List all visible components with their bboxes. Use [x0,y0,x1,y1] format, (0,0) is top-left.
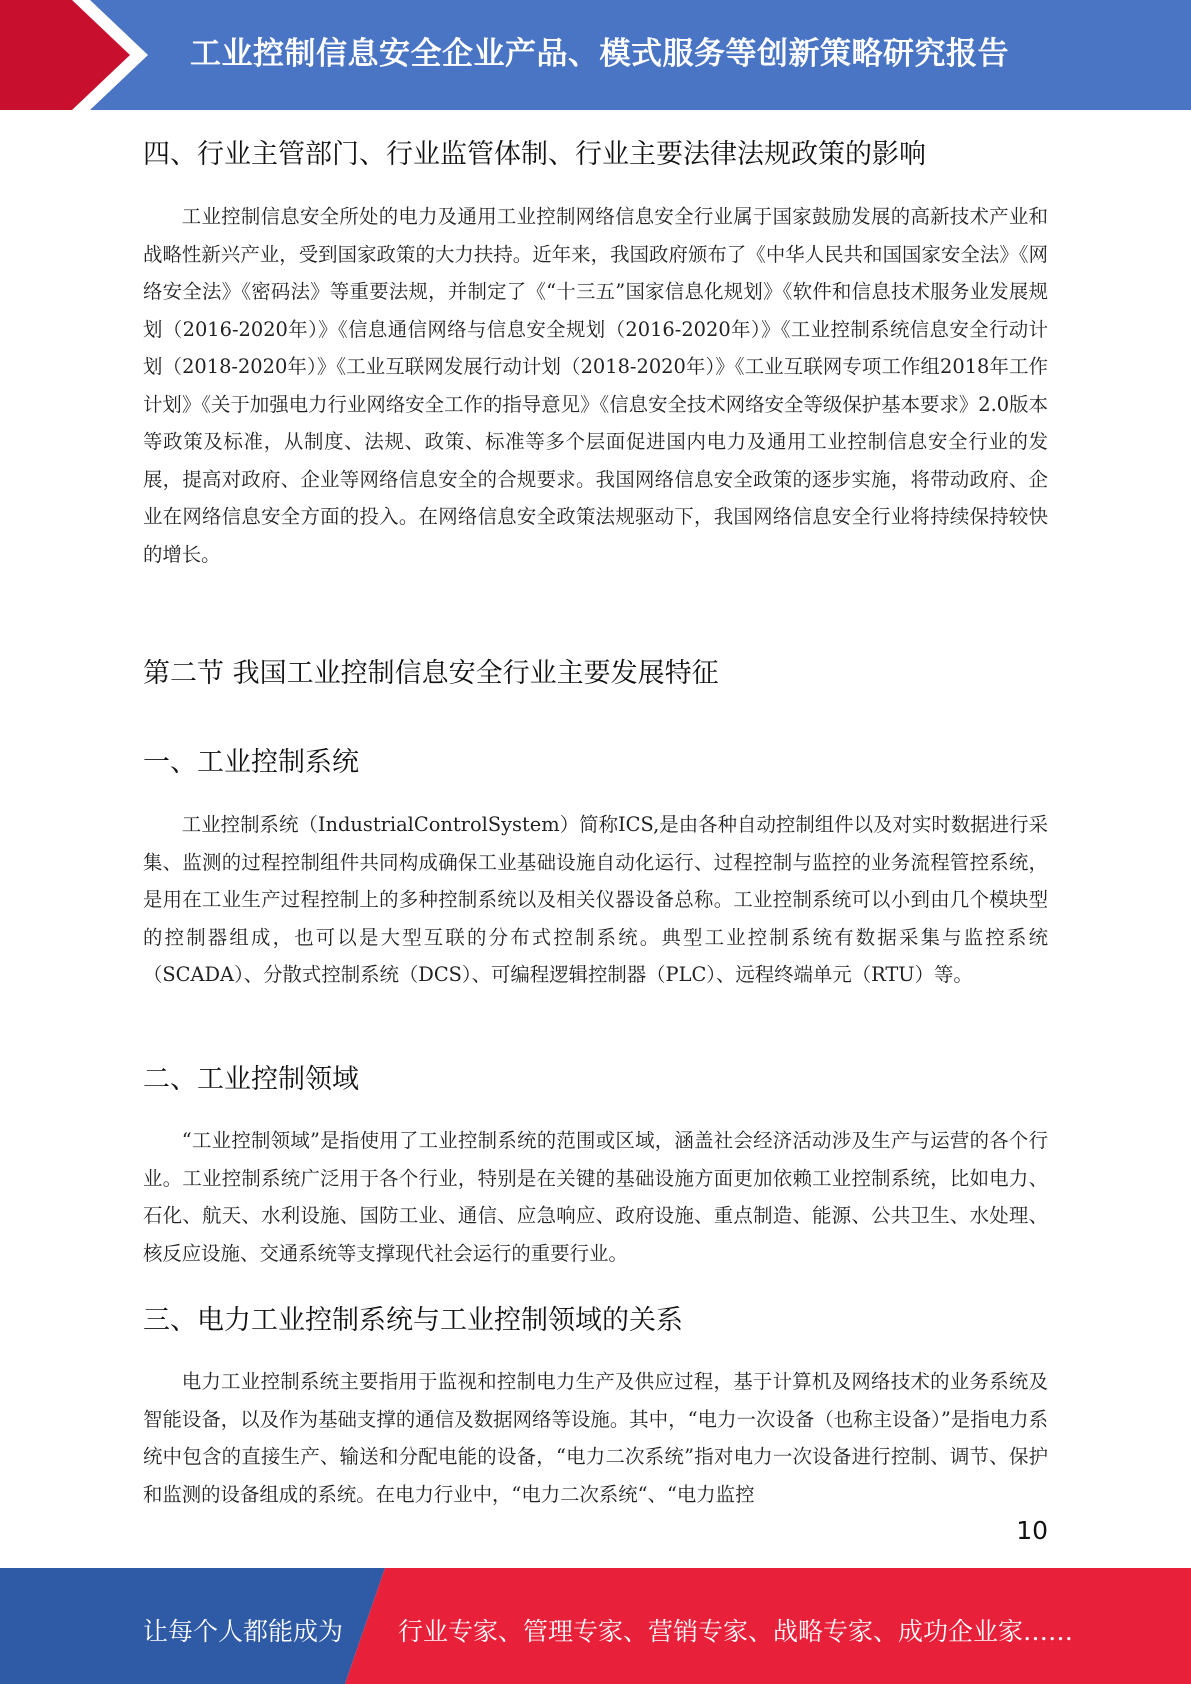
section-heading-ics: 一、工业控制系统 [143,747,359,778]
paragraph-regulation: 工业控制信息安全所处的电力及通用工业控制网络信息安全行业属于国家鼓励发展的高新技术产业和战略性新兴产业，受到国家政策的大力扶持。近年来，我国政府颁布了《中华人民共和国国家安全法》《网络安全法》《密码法》等重要法规，并制定了《“十三五”国家信息化规划》《软件和信息技术服务业发展规划（2016-2020年）》《信息通信网络与信息安全规划（2016-2020年）》《工业控制系统信息安全行动计划（2018-2020年）》《工业互联网发展行动计划（2018-2020年）》《工业互联网专项工作组2018年工作计划》《关于加强电力行业网络安全工作的指导意见》《信息安全技术网络安全等级保护基本要求》2.0版本等政策及标准，从制度、法规、政策、标准等多个层面促进国内电力及通用工业控制信息安全行业的发展，提高对政府、企业等网络信息安全的合规要求。我国网络信息安全政策的逐步实施，将带动政府、企业在网络信息安全方面的投入。在网络信息安全政策法规驱动下，我国网络信息安全行业将持续保持较快的增长。 [143,205,1048,566]
paragraph-power-ics: 电力工业控制系统主要指用于监视和控制电力生产及供应过程，基于计算机及网络技术的业务系统及智能设备，以及作为基础支撑的通信及数据网络等设施。其中，“电力一次设备（也称主设备）”是指电力系统中包含的直接生产、输送和分配电能的设备，“电力二次系统”指对电力一次设备进行控制、调节、保护和监测的设备组成的系统。在电力行业中，“电力二次系统“、“电力监控 [143,1370,1048,1506]
header-banner [0,0,1191,110]
report-title: 工业控制信息安全企业产品、模式服务等创新策略研究报告 [190,36,1009,72]
paragraph-ics: 工业控制系统（IndustrialControlSystem）简称ICS,是由各种自动控制组件以及对实时数据进行采集、监测的过程控制组件共同构成确保工业基础设施自动化运行、过程控制与监控的业务流程管控系统，是用在工业生产过程控制上的多种控制系统以及相关仪器设备总称。工业控制系统可以小到由几个模块型的控制器组成，也可以是大型互联的分布式控制系统。典型工业控制系统有数据采集与监控系统（SCADA）、分散式控制系统（DCS）、可编程逻辑控制器（PLC）、远程终端单元（RTU）等。 [143,813,1048,986]
page-number: 10 [1016,1516,1048,1545]
paragraph-ic-domain: “工业控制领域”是指使用了工业控制系统的范围或区域，涵盖社会经济活动涉及生产与运营的各个行业。工业控制系统广泛用于各个行业，特别是在关键的基础设施方面更加依赖工业控制系统，比如电力、石化、航天、水利设施、国防工业、通信、应急响应、政府设施、重点制造、能源、公共卫生、水处理、核反应设施、交通系统等支撑现代社会运行的重要行业。 [143,1129,1048,1265]
section-heading-ic-domain: 二、工业控制领域 [143,1064,359,1095]
footer-slogan-left: 让每个人都能成为 [143,1617,344,1646]
section-heading-regulation: 四、行业主管部门、行业监管体制、行业主要法律法规政策的影响 [143,139,926,170]
section-heading-power-ics: 三、电力工业控制系统与工业控制领域的关系 [143,1305,683,1336]
footer-slogan-right: 行业专家、管理专家、营销专家、战略专家、成功企业家…… [398,1617,1074,1646]
footer-banner [0,1568,1191,1684]
red-chevron-icon [0,0,160,110]
chapter-heading: 第二节 我国工业控制信息安全行业主要发展特征 [143,658,719,689]
